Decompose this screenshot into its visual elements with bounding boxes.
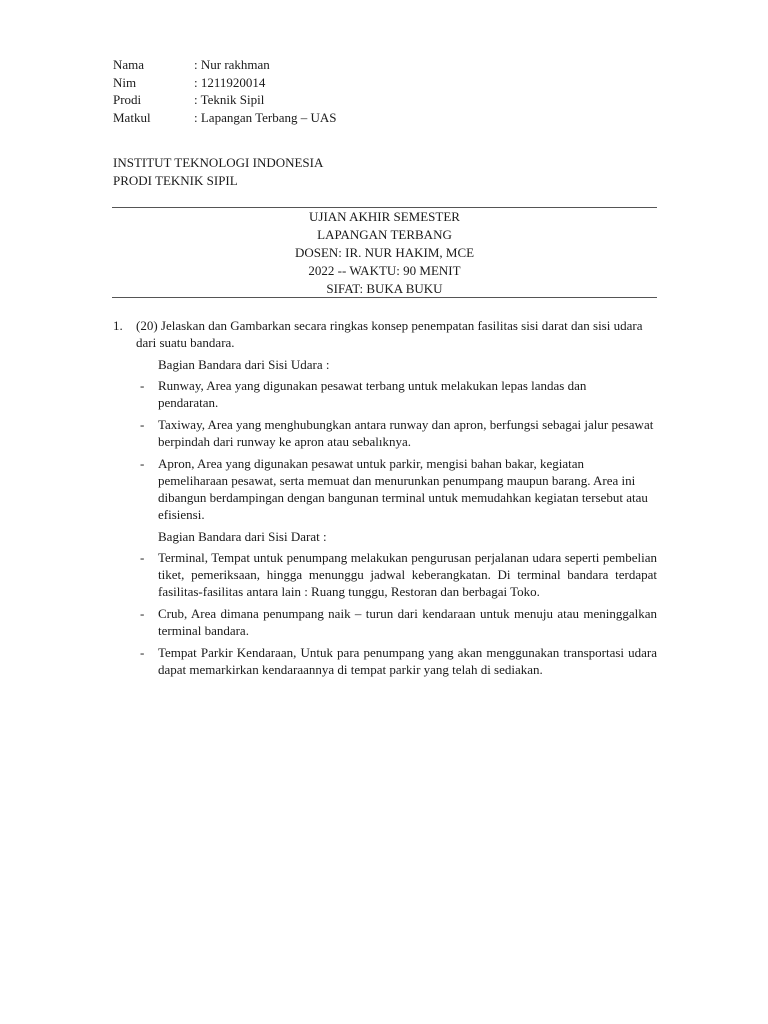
list-item: [113, 416, 657, 450]
question-1: [113, 317, 657, 683]
airside-section-label: Bagian Bandara dari Sisi Udara :: [158, 357, 330, 372]
exam-lecturer: DOSEN: IR. NUR HAKIM, MCE: [294, 245, 475, 260]
bullet-dash: -: [140, 606, 145, 621]
name-label: Nama: [113, 57, 145, 72]
prodi-value: : Teknik Sipil: [194, 92, 265, 107]
airside-list: [113, 377, 657, 523]
matkul-label: Matkul: [113, 109, 151, 125]
airside-item-apron: Apron, Area yang digunakan pesawat untuk parkir, mengisi bahan bakar, kegiatan pemeliharaan pesawat, serta memuat dan menurunkan penumpang maupun barang. Area ini dibangun berdampingan dengan bangunan terminal untuk memudahkan kegiatan tersebut atau efisiensi.: [158, 456, 648, 522]
program-name: PRODI TEKNIK SIPIL: [113, 172, 238, 188]
list-item: [113, 377, 657, 411]
bullet-dash: -: [140, 550, 145, 565]
nim-label: Nim: [113, 74, 137, 90]
bullet-dash: -: [140, 456, 145, 471]
bullet-dash: -: [140, 378, 145, 393]
bullet-dash: -: [140, 645, 145, 660]
airside-item-runway: Runway, Area yang digunakan pesawat terbang untuk melakukan lepas landas dan pendaratan.: [158, 378, 587, 410]
list-item: [113, 605, 657, 639]
student-matkul-row: [113, 109, 337, 127]
airside-item-taxiway: Taxiway, Area yang menghubungkan antara runway dan apron, berfungsi sebagai jalur pesawat berpindah dari runway ke apron atau sebalıknya.: [158, 417, 654, 449]
list-item: [113, 644, 657, 678]
name-value: : Nur rakhman: [194, 57, 270, 72]
question-prompt: [113, 317, 657, 351]
landside-item-parking: Tempat Parkir Kendaraan, Untuk para penumpang yang akan menggunakan transportasi udara dapat memarkirkan kendaraannya di tempat parkir yang telah di sediakan.: [158, 645, 657, 677]
student-info: [113, 56, 337, 126]
landside-list: [113, 549, 657, 678]
nim-value: : 1211920014: [194, 74, 266, 90]
institution-block: [113, 154, 323, 189]
exam-duration: 2022 -- WAKTU: 90 MENIT: [308, 263, 461, 278]
landside-item-terminal: Terminal, Tempat untuk penumpang melakukan pengurusan perjalanan udara seperti pembelian tiket, pemeriksaan, hingga menunggu jadwal keberangkatan. Di terminal bandara terdapat fasilitas-fasilitas antara lain : Ruang tunggu, Restoran dan berbagai Toko.: [158, 550, 657, 599]
student-prodi-row: [113, 91, 337, 109]
landside-section-label: Bagian Bandara dari Sisi Darat :: [158, 529, 327, 544]
student-name-row: [113, 56, 337, 74]
bullet-dash: -: [140, 417, 145, 432]
institution-name: INSTITUT TEKNOLOGI INDONESIA: [113, 155, 324, 170]
list-item: [113, 455, 657, 523]
student-nim-row: [113, 74, 337, 92]
question-number: 1.: [113, 318, 123, 333]
exam-header: [112, 208, 657, 298]
landside-item-curb: Crub, Area dimana penumpang naik – turun dari kendaraan untuk menuju atau meninggalkan terminal bandara.: [158, 606, 657, 638]
list-item: [113, 549, 657, 600]
header-bottom-rule: [112, 297, 657, 298]
matkul-value: : Lapangan Terbang – UAS: [194, 109, 337, 125]
prodi-label: Prodi: [113, 92, 142, 107]
exam-title: UJIAN AKHIR SEMESTER: [309, 209, 460, 224]
exam-course: LAPANGAN TERBANG: [317, 227, 452, 242]
question-text: (20) Jelaskan dan Gambarkan secara ringkas konsep penempatan fasilitas sisi darat dan sisi udara dari suatu bandara.: [136, 318, 643, 350]
exam-nature: SIFAT: BUKA BUKU: [326, 281, 443, 296]
